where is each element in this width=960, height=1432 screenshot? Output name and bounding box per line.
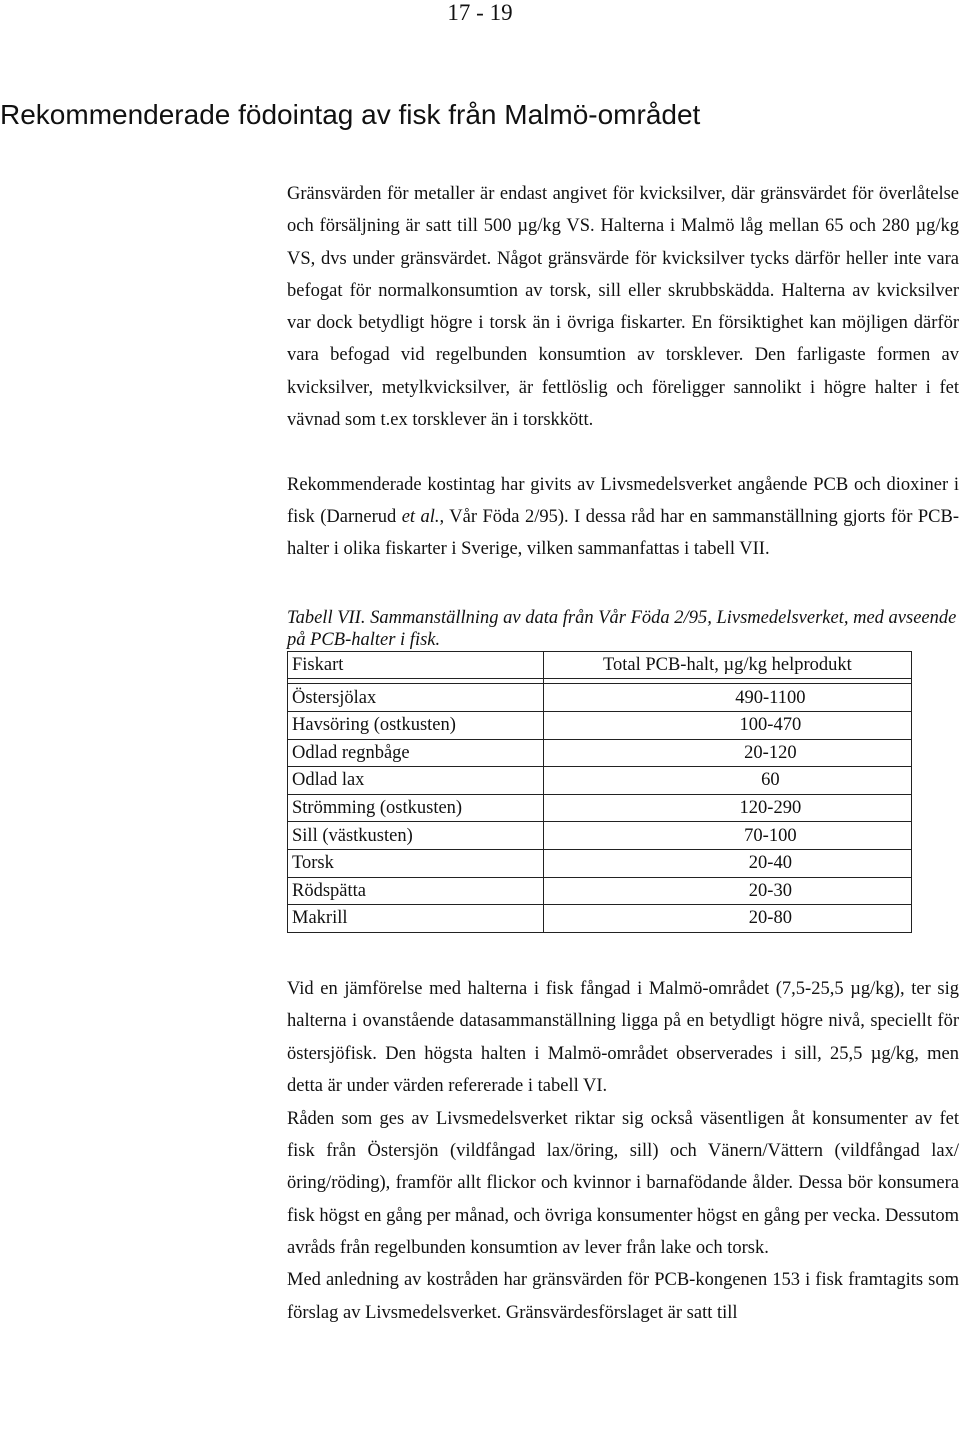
paragraph-mercury-limits: Gränsvärden för metaller är endast angivet för kvicksilver, där gränsvärdet för överlåtelse och försäljning är satt till 500 µg/kg VS. Halterna i Malmö låg mellan 65 och 280 µg/kg VS, dvs under gränsvärdet. Något gränsvärde för kvicksilver tycks därför heller inte vara befogat för normalkonsumtion av torsk, sill eller skrubbskädda. Halterna av kvicksilver var dock betydligt högre i torsk än i övriga fiskarter. En försiktighet kan möjligen därför vara befogad vid regelbunden konsumtion av torsklever. Den farligaste formen av kvicksilver, metylkvicksilver, är fettlöslig och föreligger sannolikt i högre halter i fet vävnad som t.ex torsklever än i torskkött.: [287, 184, 959, 431]
table-row: [288, 794, 912, 822]
table-cell-fish: Torsk: [288, 849, 544, 877]
table-header-pcb: Total PCB-halt, µg/kg helprodukt: [543, 652, 911, 679]
citation-et-al: et al.: [401, 507, 440, 528]
table-cell-value: 20-30: [543, 877, 911, 905]
table-header-fiskart: Fiskart: [288, 652, 544, 679]
table-cell-value: 60: [543, 767, 911, 795]
table-row: [288, 905, 912, 933]
table-cell-value: 20-40: [543, 849, 911, 877]
page-number: 17 - 19: [447, 0, 513, 25]
table-cell-value: 490-1100: [543, 684, 911, 712]
page-title: Rekommenderade födointag av fisk från Malmö-området: [0, 99, 701, 130]
document-body: [287, 178, 959, 1329]
paragraph-pcb153-limit: Med anledning av kostråden har gränsvärden för PCB-kongenen 153 i fisk framtagits som förslag av Livsmedelsverket. Gränsvärdesförslaget är satt till: [287, 1270, 959, 1323]
table-row: [288, 739, 912, 767]
paragraph-pcb-recommendations: [287, 469, 959, 565]
table-cell-value: 120-290: [543, 794, 911, 822]
table-row: [288, 877, 912, 905]
table-cell-value: 100-470: [543, 711, 911, 739]
table-row: [288, 849, 912, 877]
pcb-table: [287, 651, 912, 932]
paragraph-text: , Vår Föda 2/95). I dessa råd har en sammanställning gjorts för PCB-halter i olika fiskarter i Sverige, vilken sammanfattas i tabell VII.: [287, 507, 959, 560]
table-cell-value: 20-120: [543, 739, 911, 767]
paragraph-malmo-comparison: Vid en jämförelse med halterna i fisk fångad i Malmö-området (7,5-25,5 µg/kg), ter sig halterna i ovanstående datasammanställning ligga på en betydligt högre nivå, speciellt för östersjöfisk. Den högsta halten i Malmö-området observerades i sill, 25,5 µg/kg, men detta är under värden refererade i tabell VI.: [287, 978, 959, 1097]
table-row: [288, 822, 912, 850]
table-cell-fish: Makrill: [288, 905, 544, 933]
table-cell-fish: Östersjölax: [288, 684, 544, 712]
table-row: [288, 767, 912, 795]
table-cell-fish: Rödspätta: [288, 877, 544, 905]
table-caption: Tabell VII. Sammanställning av data från Vår Föda 2/95, Livsmedelsverket, med avseende på PCB-halter i fisk.: [287, 608, 957, 651]
table-row: [288, 711, 912, 739]
table-cell-value: 70-100: [543, 822, 911, 850]
paragraph-consumption-advice: Råden som ges av Livsmedelsverket riktar sig också väsentligen åt konsumenter av fet fisk från Östersjön (vildfångad lax/öring, sill) och Vänern/Vättern (vildfångad lax/öring/röding), framför allt flickor och kvinnor i barnafödande ålder. Dessa bör konsumera fisk högst en gång per månad, och övriga konsumenter högst en gång per vecka. Dessutom avråds från regelbunden konsumtion av lever från lake och torsk.: [287, 1108, 959, 1258]
table-row: [288, 684, 912, 712]
table-cell-fish: Odlad lax: [288, 767, 544, 795]
table-cell-fish: Strömming (ostkusten): [288, 794, 544, 822]
table-cell-value: 20-80: [543, 905, 911, 933]
table-cell-fish: Sill (västkusten): [288, 822, 544, 850]
table-header-row: [288, 652, 912, 679]
table-cell-fish: Havsöring (ostkusten): [288, 711, 544, 739]
paragraph-text: Rekommenderade kostintag har givits av Livsmedelsverket angående PCB och dioxiner i fisk (Darnerud: [287, 475, 959, 528]
table-cell-fish: Odlad regnbåge: [288, 739, 544, 767]
